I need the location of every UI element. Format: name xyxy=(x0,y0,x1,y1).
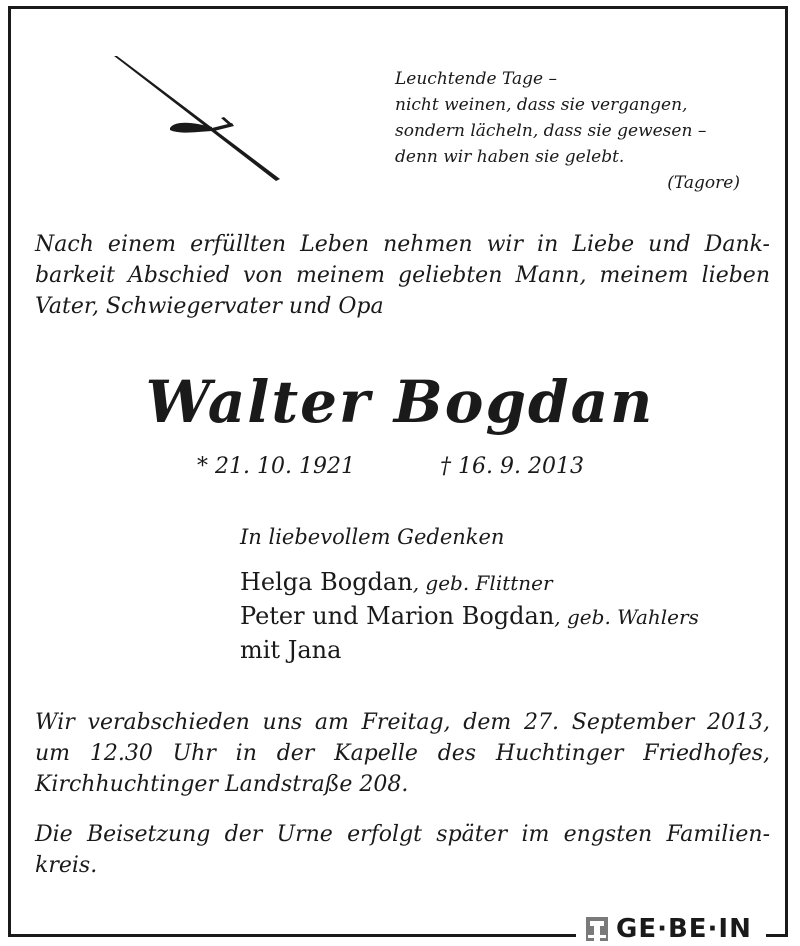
service-line: Wir verabschieden uns am Freitag, dem 27. September 2013, xyxy=(35,710,770,735)
glider-icon xyxy=(108,52,288,187)
birth-date: * 21. 10. 1921 xyxy=(197,454,355,479)
poem-line: Leuchtende Tage – xyxy=(395,69,557,89)
deceased-name: Walter Bogdan xyxy=(145,368,655,436)
mourner-name: mit Jana xyxy=(240,636,342,664)
poem-quote xyxy=(395,66,740,196)
mourner-name: Peter und Marion Bogdan xyxy=(240,602,555,630)
mourner-entry xyxy=(240,600,699,634)
poem-author: (Tagore) xyxy=(667,173,740,193)
intro-line: Vater, Schwiegervater und Opa xyxy=(35,294,384,319)
mourner-note: , geb. Flittner xyxy=(412,571,553,595)
intro-line: Nach einem erfüllten Leben nehmen wir in Liebe und Dank- xyxy=(35,232,770,257)
death-date: † 16. 9. 2013 xyxy=(440,454,584,479)
burial-line: Die Beisetzung der Urne erfolgt später im engsten Familien- xyxy=(35,822,770,847)
gebein-logo-icon xyxy=(584,915,610,943)
poem-line: sondern lächeln, dass sie gewesen – xyxy=(395,121,707,141)
mourner-entry xyxy=(240,634,699,667)
glider-drawing xyxy=(114,56,280,181)
mourners-list xyxy=(240,566,699,667)
service-line: um 12.30 Uhr in der Kapelle des Huchtinger Friedhofes, xyxy=(35,741,770,766)
poem-line: denn wir haben sie gelebt. xyxy=(395,147,625,167)
bottom-rule xyxy=(8,934,576,937)
mourner-name: Helga Bogdan xyxy=(240,568,413,596)
memorial-heading: In liebevollem Gedenken xyxy=(240,525,505,549)
service-paragraph xyxy=(35,707,770,800)
intro-paragraph xyxy=(35,229,770,322)
mourner-entry xyxy=(240,566,699,600)
publisher-logo xyxy=(580,913,756,945)
publisher-logo-text: GE·BE·IN xyxy=(616,914,752,944)
poem-line: nicht weinen, dass sie vergangen, xyxy=(395,95,688,115)
burial-paragraph xyxy=(35,819,770,881)
burial-line: kreis. xyxy=(35,853,98,878)
intro-line: barkeit Abschied von meinem geliebten Mann, meinem lieben xyxy=(35,263,770,288)
bottom-rule-end xyxy=(766,934,788,937)
service-line: Kirchhuchtinger Landstraße 208. xyxy=(35,772,409,797)
mourner-note: , geb. Wahlers xyxy=(554,605,699,629)
